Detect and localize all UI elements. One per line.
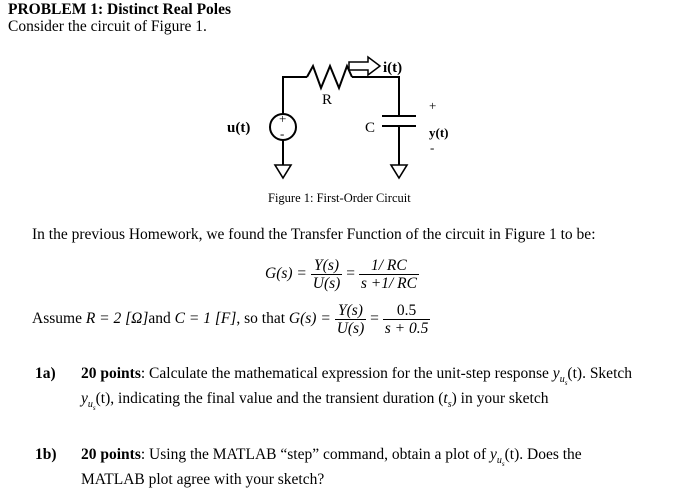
assume-r: R = 2 [Ω] xyxy=(85,310,149,328)
label-y: y(t) xyxy=(429,125,449,140)
eq1-f1-den: U(s) xyxy=(312,275,341,292)
eq1-fraction-2 xyxy=(359,257,419,292)
source-minus: - xyxy=(280,126,285,141)
label-i: i(t) xyxy=(383,60,403,76)
figure-caption: Figure 1: First-Order Circuit xyxy=(268,191,411,205)
ts-symbol: $t_s$ xyxy=(443,390,452,411)
question-1a-line-2 xyxy=(81,390,549,412)
ground-symbol-left xyxy=(275,165,291,178)
assume-lhs: G(s) = xyxy=(288,310,331,328)
assume-prefix: Assume xyxy=(32,310,86,328)
wire-left xyxy=(283,77,307,114)
eq1-f2-num: 1/ RC xyxy=(359,257,419,275)
paragraph: In the previous Homework, we found the Transfer Function of the circuit in Figure 1 to be: xyxy=(32,226,596,243)
question-1a-text: : Calculate the mathematical expression for the unit-step response xyxy=(140,365,553,382)
question-1a-text-end: . Sketch xyxy=(582,365,632,382)
question-1a-text-2: , indicating the final value and the transient duration ( xyxy=(110,390,444,407)
question-1b-line-1 xyxy=(81,446,582,468)
output-plus: + xyxy=(429,98,437,113)
question-1b-text: : Using the MATLAB “step” command, obtain a plot of xyxy=(140,446,490,463)
transfer-function-equation xyxy=(265,257,419,292)
current-arrow xyxy=(349,57,380,75)
resistor-symbol xyxy=(307,66,352,88)
circuit-figure xyxy=(0,0,680,210)
assume-f1-num: Y(s) xyxy=(335,302,367,320)
eq1-equals: = xyxy=(346,265,355,283)
label-R: R xyxy=(322,92,333,108)
label-u: u(t) xyxy=(227,120,251,136)
assume-c: C = 1 [F] xyxy=(174,310,237,328)
eq1-f1-num: Y(s) xyxy=(311,257,343,275)
question-1a-text-2-end: ) in your sketch xyxy=(451,390,549,407)
assume-fraction-2 xyxy=(383,302,431,337)
assume-fraction-1 xyxy=(335,302,367,337)
question-1b-text-end: . Does the xyxy=(519,446,582,463)
assume-equals: = xyxy=(370,310,379,328)
question-1b-line-2: MATLAB plot agree with your sketch? xyxy=(81,471,325,488)
assume-line xyxy=(32,302,430,337)
output-minus: - xyxy=(430,140,435,155)
eq1-fraction-1 xyxy=(311,257,343,292)
question-1a-line-1 xyxy=(81,365,632,387)
assume-f2-num: 0.5 xyxy=(383,302,431,320)
label-C: C xyxy=(365,120,376,136)
ystep-symbol-2: $y_{u_s}(t)$ xyxy=(81,390,111,413)
question-1a-label: 1a) xyxy=(35,365,56,382)
eq1-lhs: G(s) = xyxy=(265,265,307,283)
question-1a-points: 20 points xyxy=(81,365,141,382)
assume-f1-den: U(s) xyxy=(336,320,365,337)
problem-title: PROBLEM 1: Distinct Real Poles xyxy=(8,1,232,18)
assume-f2-den: s + 0.5 xyxy=(384,320,429,337)
question-1b-points: 20 points xyxy=(81,446,141,463)
ystep-symbol: $y_{u_s}(t)$ xyxy=(552,365,583,388)
source-plus: + xyxy=(279,111,287,126)
ystep-symbol-3: $y_{u_s}(t)$ xyxy=(490,446,520,469)
assume-and: and xyxy=(148,310,175,328)
wire-right xyxy=(352,77,399,116)
eq1-f2-den: s +1/ RC xyxy=(360,275,417,292)
question-1b-label: 1b) xyxy=(35,446,57,463)
assume-sothat: , so that xyxy=(236,310,289,328)
problem-intro: Consider the circuit of Figure 1. xyxy=(8,18,207,35)
ground-symbol-right xyxy=(391,165,407,178)
